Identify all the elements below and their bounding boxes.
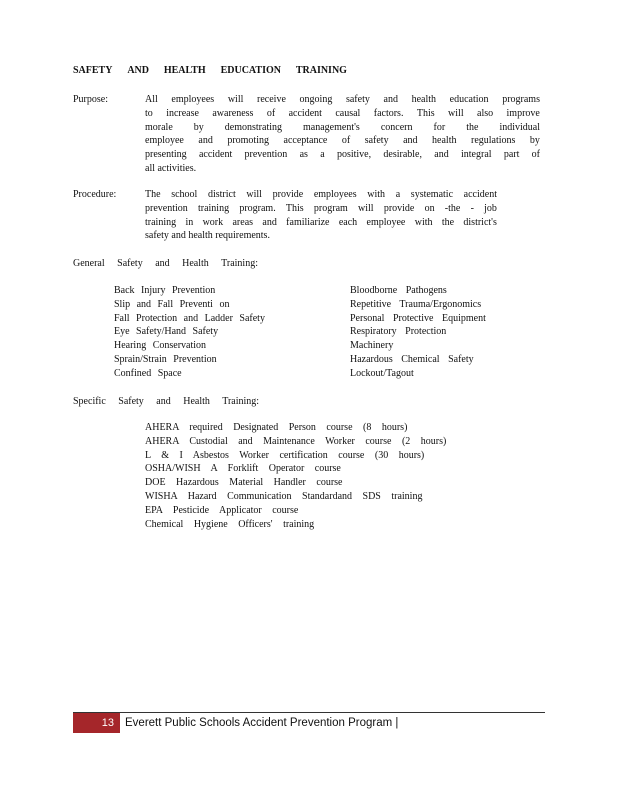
document-title: [73, 64, 347, 78]
list-item: Personal Protective Equipment: [350, 312, 486, 324]
list-item: Respiratory Protection: [350, 326, 447, 338]
purpose-line: morale by demonstrating management's concern for the individual: [145, 121, 540, 133]
list-item: Bloodborne Pathogens: [350, 285, 447, 296]
purpose-label: Purpose:: [73, 94, 108, 105]
specific-training-heading: Specific Safety and Health Training:: [73, 396, 260, 407]
list-item: Confined Space: [114, 367, 182, 379]
purpose-line: to increase awareness of accident causal factors. This will also improve: [145, 107, 540, 119]
list-item: OSHA/WISH A Forklift Operator course: [145, 463, 341, 475]
page-number-badge: 13: [73, 713, 120, 733]
purpose-line: presenting accident prevention as a positive, desirable, and integral part of: [145, 149, 540, 161]
list-item: DOE Hazardous Material Handler course: [145, 477, 343, 489]
list-item: EPA Pesticide Applicator course: [145, 504, 299, 516]
footer-title: Everett Public Schools Accident Prevention Program |: [125, 717, 399, 729]
general-training-heading: General Safety and Health Training:: [73, 258, 258, 269]
list-item: Sprain/Strain Prevention: [114, 353, 217, 365]
list-item: Back Injury Prevention: [114, 285, 216, 296]
list-item: Hearing Conservation: [114, 340, 207, 352]
list-item: Slip and Fall Preventi on: [114, 298, 230, 310]
title-word: EDUCATION: [220, 65, 281, 76]
title-word: TRAINING: [295, 65, 347, 76]
list-item: Repetitive Trauma/Ergonomics: [350, 298, 482, 310]
list-item: Machinery: [350, 340, 394, 352]
purpose-line: all activities.: [145, 162, 197, 174]
list-item: WISHA Hazard Communication Standardand SDS training: [145, 490, 423, 502]
title-word: SAFETY: [73, 65, 113, 76]
general-training-left-list: [114, 284, 265, 381]
list-item: L & I Asbestos Worker certification course (30 hours): [145, 449, 425, 461]
purpose-line: All employees will receive ongoing safety and health education programs: [145, 94, 540, 105]
purpose-paragraph: [145, 93, 540, 176]
procedure-line: training in work areas and familiarize each employee with the district's: [145, 216, 497, 228]
procedure-line: safety and health requirements.: [145, 230, 270, 242]
title-word: AND: [127, 65, 149, 76]
procedure-line: The school district will provide employees with a systematic accident: [145, 189, 497, 200]
procedure-label: Procedure:: [73, 189, 117, 200]
procedure-paragraph: [145, 188, 497, 243]
list-item: Chemical Hygiene Officers' training: [145, 518, 315, 530]
list-item: Eye Safety/Hand Safety: [114, 326, 219, 338]
list-item: Hazardous Chemical Safety: [350, 353, 474, 365]
title-word: HEALTH: [163, 65, 206, 76]
general-training-right-list: [350, 284, 486, 381]
specific-training-list: [145, 421, 446, 531]
list-item: AHERA required Designated Person course (8 hours): [145, 422, 408, 433]
list-item: AHERA Custodial and Maintenance Worker course (2 hours): [145, 435, 447, 447]
list-item: Lockout/Tagout: [350, 367, 414, 379]
list-item: Fall Protection and Ladder Safety: [114, 312, 265, 324]
procedure-line: prevention training program. This program will provide on -the - job: [145, 202, 497, 214]
purpose-line: employee and promoting acceptance of safety and health regulations by: [145, 135, 540, 147]
